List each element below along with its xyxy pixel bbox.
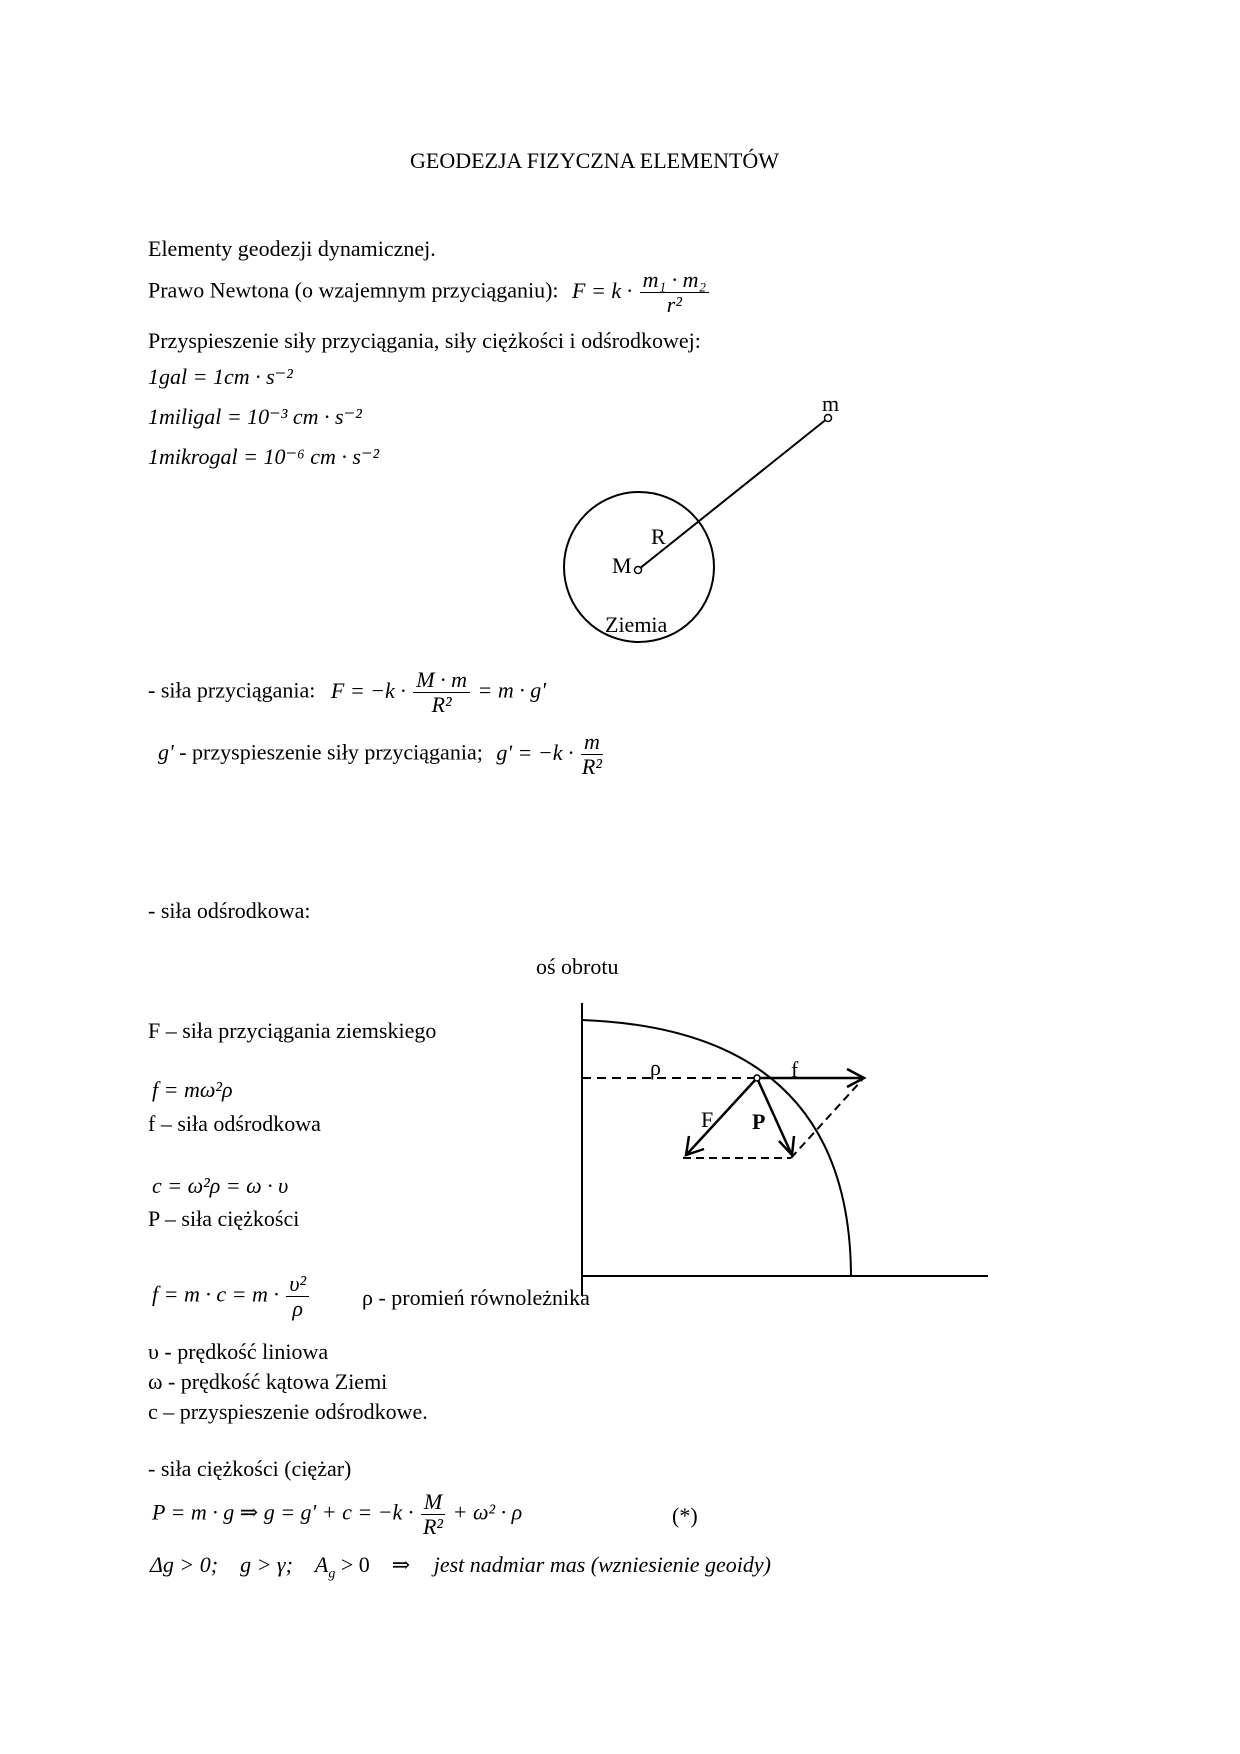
parallelogram-side <box>791 1080 862 1158</box>
f-definition: f – siła odśrodkowa <box>148 1111 321 1136</box>
unit-gal: 1gal = 1cm · s⁻² <box>148 364 293 389</box>
gprime-denominator: R² <box>581 754 602 779</box>
omega-definition: ω - prędkość kątowa Ziemi <box>148 1369 388 1394</box>
P-definition: P – siła ciężkości <box>148 1206 300 1231</box>
center-point <box>635 567 642 574</box>
gravity-denominator: R² <box>422 1514 444 1539</box>
label-rho: ρ <box>650 1055 661 1080</box>
attraction-numerator: M · m <box>413 668 470 693</box>
newton-label: Prawo Newtona (o wzajemnym przyciąganiu): <box>148 277 559 303</box>
f-full-denominator: ρ <box>292 1296 303 1321</box>
unit-miligal: 1miligal = 10⁻³ cm · s⁻² <box>148 404 362 429</box>
label-radius: R <box>651 524 666 549</box>
gravity-formula <box>152 1490 522 1539</box>
newton-numerator: m₁ · m₂ <box>640 268 710 293</box>
attraction-label: - siła przyciągania: <box>148 677 316 703</box>
f-formula: f = mω²ρ <box>152 1077 233 1102</box>
newton-denominator: r² <box>666 292 682 317</box>
equation-tag: (*) <box>672 1503 698 1528</box>
label-earth: Ziemia <box>605 612 668 637</box>
gprime-label: - przyspieszenie siły przyciągania; <box>179 739 483 765</box>
label-mass-small: m <box>822 391 840 416</box>
gravity-condition <box>150 1552 772 1582</box>
surface-point <box>754 1075 760 1081</box>
c-formula: c = ω²ρ = ω · υ <box>152 1173 289 1198</box>
gprime-symbol: g' <box>158 739 174 765</box>
label-rotation-axis: oś obrotu <box>536 954 619 979</box>
label-F: F <box>701 1107 714 1132</box>
attraction-denominator: R² <box>431 692 452 717</box>
accel-intro: Przyspieszenie siły przyciągania, siły ciężkości i odśrodkowej: <box>148 328 701 353</box>
attraction-lhs: F = −k · <box>330 677 406 703</box>
unit-mikrogal: 1mikrogal = 10⁻⁶ cm · s⁻² <box>148 444 380 469</box>
gravity-lhs: P = m · g ⇒ g = g' + c = −k · <box>152 1499 414 1525</box>
v-definition: υ - prędkość liniowa <box>148 1339 329 1364</box>
condition-part1: Δg > 0; g > γ; A <box>150 1552 329 1577</box>
f-full-fraction <box>286 1272 309 1321</box>
newton-lhs: F = k · <box>572 277 633 303</box>
gravity-heading: - siła ciężkości (ciężar) <box>148 1456 352 1481</box>
condition-part2: > 0 ⇒ <box>335 1552 411 1577</box>
label-mass-big: M <box>612 553 632 578</box>
label-P: P <box>752 1109 766 1134</box>
gprime-numerator: m <box>581 730 603 755</box>
label-f: f <box>791 1057 799 1082</box>
gravity-numerator: M <box>421 1490 445 1515</box>
F-vector <box>688 1078 757 1153</box>
attraction-formula <box>148 668 546 717</box>
F-definition: F – siła przyciągania ziemskiego <box>148 1018 437 1043</box>
f-full-formula <box>152 1272 311 1321</box>
gravity-fraction <box>421 1490 445 1539</box>
gprime-formula <box>158 730 605 779</box>
radius-line <box>639 418 828 569</box>
section-heading: Elementy geodezji dynamicznej. <box>148 236 436 261</box>
centrifugal-heading: - siła odśrodkowa: <box>148 898 311 923</box>
attraction-rhs: = m · g' <box>477 677 546 703</box>
attraction-fraction <box>413 668 470 717</box>
f-full-numerator: υ² <box>286 1272 309 1297</box>
c-definition: c – przyspieszenie odśrodkowe. <box>148 1399 428 1424</box>
rho-definition: ρ - promień równoleżnika <box>362 1285 590 1310</box>
f-full-lhs: f = m · c = m · <box>152 1281 279 1307</box>
page-title: GEODEZJA FIZYCZNA ELEMENTÓW <box>410 148 780 173</box>
conclusion: jest nadmiar mas (wzniesienie geoidy) <box>433 1552 772 1577</box>
gravity-rhs: + ω² · ρ <box>452 1499 523 1525</box>
meridian-arc <box>582 1020 851 1276</box>
condition-subscript: g <box>328 1566 336 1582</box>
gprime-fraction <box>581 730 603 779</box>
gprime-lhs: g' = −k · <box>496 739 574 765</box>
